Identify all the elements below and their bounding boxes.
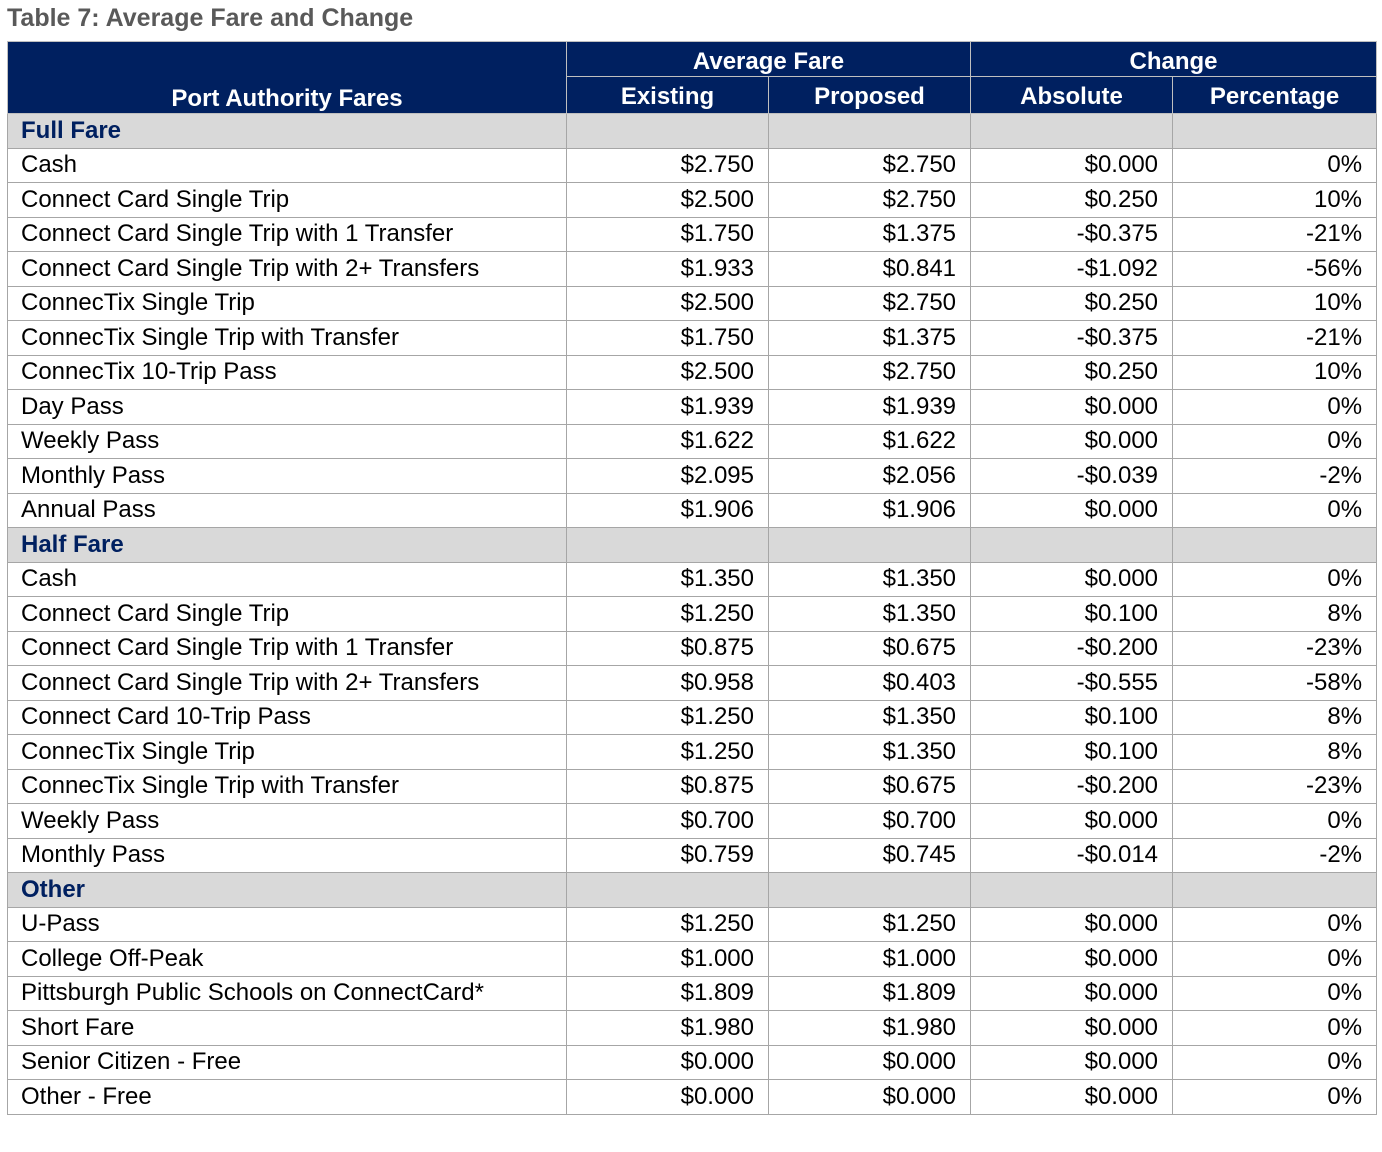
fare-table (7, 41, 1377, 1115)
absolute-cell: $0.000 (971, 942, 1173, 977)
percentage-cell: 0% (1173, 942, 1377, 977)
fare-name-cell: Connect Card Single Trip with 1 Transfer (8, 631, 567, 666)
percentage-header: Percentage (1173, 77, 1377, 114)
absolute-cell: $0.000 (971, 390, 1173, 425)
section-empty-cell (769, 873, 971, 908)
fare-name-cell: Connect Card Single Trip with 2+ Transfers (8, 666, 567, 701)
fare-name-cell: Day Pass (8, 390, 567, 425)
section-title: Full Fare (8, 114, 567, 149)
table-row (8, 148, 1377, 183)
section-empty-cell (1173, 114, 1377, 149)
percentage-cell: -21% (1173, 217, 1377, 252)
table-row (8, 183, 1377, 218)
percentage-cell: -23% (1173, 769, 1377, 804)
table-row (8, 459, 1377, 494)
proposed-cell: $2.750 (769, 183, 971, 218)
table-row (8, 355, 1377, 390)
fare-name-cell: Connect Card Single Trip with 1 Transfer (8, 217, 567, 252)
absolute-cell: $0.000 (971, 1080, 1173, 1115)
percentage-cell: 0% (1173, 1080, 1377, 1115)
existing-cell: $2.500 (567, 286, 769, 321)
section-title: Other (8, 873, 567, 908)
proposed-cell: $0.841 (769, 252, 971, 287)
absolute-cell: $0.000 (971, 1045, 1173, 1080)
existing-cell: $1.250 (567, 700, 769, 735)
fare-name-cell: Weekly Pass (8, 804, 567, 839)
percentage-cell: -56% (1173, 252, 1377, 287)
proposed-cell: $1.375 (769, 217, 971, 252)
section-header-row (8, 873, 1377, 908)
fare-name-cell: College Off-Peak (8, 942, 567, 977)
proposed-cell: $1.375 (769, 321, 971, 356)
existing-header: Existing (567, 77, 769, 114)
absolute-cell: $0.250 (971, 286, 1173, 321)
percentage-cell: 8% (1173, 700, 1377, 735)
existing-cell: $2.500 (567, 355, 769, 390)
absolute-cell: $0.100 (971, 735, 1173, 770)
absolute-cell: -$0.375 (971, 321, 1173, 356)
fare-name-cell: Connect Card 10-Trip Pass (8, 700, 567, 735)
proposed-cell: $0.745 (769, 838, 971, 873)
absolute-cell: -$1.092 (971, 252, 1173, 287)
percentage-cell: 0% (1173, 562, 1377, 597)
existing-cell: $2.095 (567, 459, 769, 494)
table-body (8, 114, 1377, 1115)
existing-cell: $1.350 (567, 562, 769, 597)
proposed-cell: $1.000 (769, 942, 971, 977)
fare-name-cell: Monthly Pass (8, 838, 567, 873)
existing-cell: $1.939 (567, 390, 769, 425)
percentage-cell: 8% (1173, 735, 1377, 770)
existing-cell: $1.000 (567, 942, 769, 977)
absolute-cell: $0.000 (971, 1011, 1173, 1046)
absolute-cell: -$0.039 (971, 459, 1173, 494)
existing-cell: $2.500 (567, 183, 769, 218)
fare-name-cell: Annual Pass (8, 493, 567, 528)
proposed-cell: $0.700 (769, 804, 971, 839)
proposed-cell: $1.350 (769, 700, 971, 735)
fare-name-cell: Senior Citizen - Free (8, 1045, 567, 1080)
table-row (8, 597, 1377, 632)
fare-name-cell: Other - Free (8, 1080, 567, 1115)
absolute-cell: -$0.555 (971, 666, 1173, 701)
absolute-cell: $0.000 (971, 976, 1173, 1011)
section-empty-cell (971, 528, 1173, 563)
percentage-cell: 0% (1173, 976, 1377, 1011)
table-row (8, 804, 1377, 839)
existing-cell: $0.000 (567, 1080, 769, 1115)
percentage-cell: 0% (1173, 493, 1377, 528)
row-label-header: Port Authority Fares (8, 42, 567, 114)
fare-name-cell: ConnecTix Single Trip (8, 735, 567, 770)
section-empty-cell (971, 114, 1173, 149)
absolute-cell: $0.000 (971, 148, 1173, 183)
table-row (8, 907, 1377, 942)
table-row (8, 1045, 1377, 1080)
existing-cell: $1.750 (567, 217, 769, 252)
proposed-header: Proposed (769, 77, 971, 114)
table-row (8, 390, 1377, 425)
section-empty-cell (567, 114, 769, 149)
fare-name-cell: Connect Card Single Trip with 2+ Transfers (8, 252, 567, 287)
fare-name-cell: Short Fare (8, 1011, 567, 1046)
table-row (8, 252, 1377, 287)
proposed-cell: $2.750 (769, 286, 971, 321)
table-caption: Table 7: Average Fare and Change (7, 4, 414, 32)
fare-name-cell: Connect Card Single Trip (8, 597, 567, 632)
table-row (8, 769, 1377, 804)
absolute-cell: $0.100 (971, 700, 1173, 735)
table-row (8, 942, 1377, 977)
percentage-cell: 0% (1173, 148, 1377, 183)
table-row (8, 1011, 1377, 1046)
percentage-cell: 8% (1173, 597, 1377, 632)
existing-cell: $0.700 (567, 804, 769, 839)
section-header-row (8, 114, 1377, 149)
table-row (8, 217, 1377, 252)
existing-cell: $1.250 (567, 597, 769, 632)
absolute-cell: $0.000 (971, 493, 1173, 528)
existing-cell: $1.750 (567, 321, 769, 356)
absolute-cell: $0.250 (971, 183, 1173, 218)
existing-cell: $0.875 (567, 769, 769, 804)
percentage-cell: -21% (1173, 321, 1377, 356)
fare-name-cell: ConnecTix Single Trip (8, 286, 567, 321)
proposed-cell: $0.000 (769, 1080, 971, 1115)
percentage-cell: 0% (1173, 907, 1377, 942)
change-group-header: Change (971, 42, 1377, 77)
existing-cell: $1.980 (567, 1011, 769, 1046)
existing-cell: $1.250 (567, 907, 769, 942)
fare-name-cell: Monthly Pass (8, 459, 567, 494)
proposed-cell: $1.809 (769, 976, 971, 1011)
proposed-cell: $1.350 (769, 562, 971, 597)
table-row (8, 700, 1377, 735)
percentage-cell: 0% (1173, 390, 1377, 425)
proposed-cell: $1.980 (769, 1011, 971, 1046)
fare-name-cell: ConnecTix Single Trip with Transfer (8, 769, 567, 804)
proposed-cell: $1.622 (769, 424, 971, 459)
section-empty-cell (769, 114, 971, 149)
percentage-cell: -2% (1173, 838, 1377, 873)
absolute-cell: $0.000 (971, 424, 1173, 459)
existing-cell: $1.933 (567, 252, 769, 287)
proposed-cell: $2.750 (769, 355, 971, 390)
table-row (8, 631, 1377, 666)
proposed-cell: $0.000 (769, 1045, 971, 1080)
existing-cell: $0.958 (567, 666, 769, 701)
fare-name-cell: U-Pass (8, 907, 567, 942)
table-row (8, 666, 1377, 701)
existing-cell: $2.750 (567, 148, 769, 183)
absolute-cell: -$0.375 (971, 217, 1173, 252)
absolute-cell: -$0.200 (971, 769, 1173, 804)
section-empty-cell (567, 528, 769, 563)
percentage-cell: 0% (1173, 804, 1377, 839)
section-header-row (8, 528, 1377, 563)
absolute-cell: $0.250 (971, 355, 1173, 390)
average-fare-group-header: Average Fare (567, 42, 971, 77)
fare-name-cell: ConnecTix 10-Trip Pass (8, 355, 567, 390)
percentage-cell: 0% (1173, 1011, 1377, 1046)
table-row (8, 735, 1377, 770)
fare-name-cell: ConnecTix Single Trip with Transfer (8, 321, 567, 356)
fare-name-cell: Pittsburgh Public Schools on ConnectCard* (8, 976, 567, 1011)
fare-name-cell: Cash (8, 148, 567, 183)
existing-cell: $0.875 (567, 631, 769, 666)
percentage-cell: -23% (1173, 631, 1377, 666)
existing-cell: $1.809 (567, 976, 769, 1011)
absolute-cell: -$0.200 (971, 631, 1173, 666)
existing-cell: $0.000 (567, 1045, 769, 1080)
proposed-cell: $0.675 (769, 769, 971, 804)
percentage-cell: 0% (1173, 1045, 1377, 1080)
proposed-cell: $1.350 (769, 597, 971, 632)
absolute-cell: $0.000 (971, 804, 1173, 839)
proposed-cell: $0.675 (769, 631, 971, 666)
percentage-cell: 0% (1173, 424, 1377, 459)
percentage-cell: -2% (1173, 459, 1377, 494)
section-empty-cell (769, 528, 971, 563)
fare-name-cell: Cash (8, 562, 567, 597)
section-empty-cell (1173, 528, 1377, 563)
fare-name-cell: Connect Card Single Trip (8, 183, 567, 218)
percentage-cell: -58% (1173, 666, 1377, 701)
proposed-cell: $1.939 (769, 390, 971, 425)
table-row (8, 286, 1377, 321)
proposed-cell: $1.250 (769, 907, 971, 942)
table-row (8, 493, 1377, 528)
fare-name-cell: Weekly Pass (8, 424, 567, 459)
section-empty-cell (567, 873, 769, 908)
proposed-cell: $2.056 (769, 459, 971, 494)
section-empty-cell (1173, 873, 1377, 908)
table-row (8, 562, 1377, 597)
section-title: Half Fare (8, 528, 567, 563)
section-empty-cell (971, 873, 1173, 908)
absolute-cell: $0.000 (971, 907, 1173, 942)
percentage-cell: 10% (1173, 286, 1377, 321)
absolute-cell: $0.100 (971, 597, 1173, 632)
existing-cell: $1.250 (567, 735, 769, 770)
table-row (8, 1080, 1377, 1115)
existing-cell: $0.759 (567, 838, 769, 873)
table-row (8, 976, 1377, 1011)
absolute-header: Absolute (971, 77, 1173, 114)
existing-cell: $1.622 (567, 424, 769, 459)
proposed-cell: $0.403 (769, 666, 971, 701)
proposed-cell: $1.350 (769, 735, 971, 770)
proposed-cell: $1.906 (769, 493, 971, 528)
percentage-cell: 10% (1173, 355, 1377, 390)
proposed-cell: $2.750 (769, 148, 971, 183)
table-row (8, 321, 1377, 356)
percentage-cell: 10% (1173, 183, 1377, 218)
absolute-cell: $0.000 (971, 562, 1173, 597)
table-row (8, 424, 1377, 459)
table-header (8, 42, 1377, 114)
table-row (8, 838, 1377, 873)
absolute-cell: -$0.014 (971, 838, 1173, 873)
existing-cell: $1.906 (567, 493, 769, 528)
